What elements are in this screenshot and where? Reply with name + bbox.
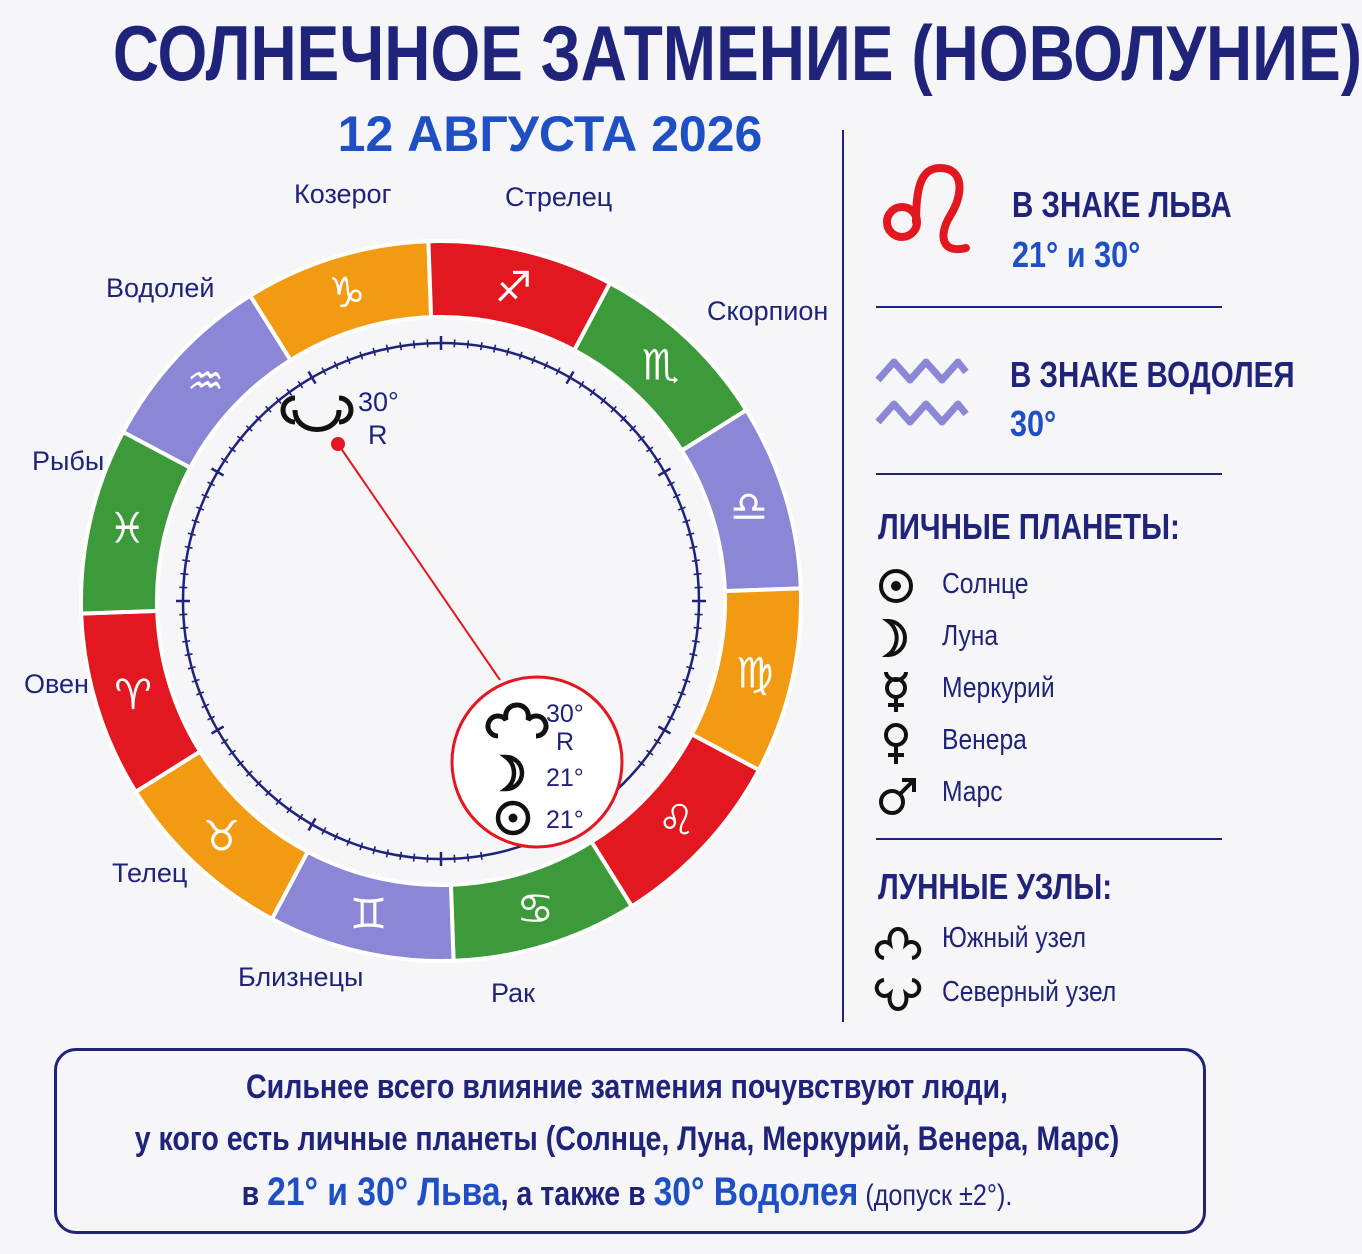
note-line-2: у кого есть личные планеты (Солнце, Луна, Меркурий, Венера, Марс) (134, 1120, 1120, 1158)
moon-icon (876, 618, 916, 658)
zodiac-glyph: ♌︎ (657, 795, 696, 845)
north-node-retro: R (368, 420, 388, 450)
zodiac-glyph: ♏︎ (641, 340, 680, 390)
divider-2 (876, 473, 1222, 475)
legend-label: Марс (942, 776, 1003, 808)
zodiac-glyph: ♊︎ (349, 889, 388, 939)
personal-planets-title: ЛИЧНЫЕ ПЛАНЕТЫ: (878, 506, 1180, 547)
mars-icon (876, 774, 920, 818)
label-ryby: Рыбы (32, 446, 105, 476)
zodiac-glyph: ♐︎ (494, 262, 533, 312)
label-rak: Рак (491, 978, 535, 1008)
eclipse-date: 12 АВГУСТА 2026 (337, 106, 763, 162)
lunar-nodes-title: ЛУННЫЕ УЗЛЫ: (878, 866, 1113, 907)
label-skorpion: Скорпион (707, 296, 829, 326)
zodiac-glyph: ♋︎ (516, 883, 554, 933)
label-telets: Телец (112, 858, 188, 888)
leo-icon (880, 160, 972, 264)
aquarius-degrees: 30° (1010, 403, 1057, 444)
zodiac-glyph: ♑︎ (328, 268, 366, 318)
venus-icon (876, 722, 916, 766)
moon-degree: 21° (546, 764, 584, 792)
label-strelets: Стрелец (505, 182, 613, 212)
south-node-retro: R (556, 728, 575, 756)
zodiac-glyph: ♈︎ (114, 670, 152, 720)
legend-label: Луна (942, 620, 999, 652)
degree-ticks (176, 336, 706, 866)
divider-3 (876, 838, 1222, 840)
divider-1 (876, 306, 1222, 308)
north-node-icon (876, 974, 920, 1018)
eclipse-cluster (452, 677, 622, 847)
legend-label: Солнце (942, 568, 1029, 600)
leo-title: В ЗНАКЕ ЛЬВА (1012, 184, 1232, 225)
zodiac-glyph: ♎︎ (730, 481, 768, 531)
zodiac-glyph: ♍︎ (735, 648, 774, 698)
aquarius-icon (874, 352, 970, 436)
note-line-1: Сильнее всего влияние затмения почувствуют люди, (246, 1068, 1008, 1106)
legend-label: Венера (942, 724, 1027, 756)
aquarius-title: В ЗНАКЕ ВОДОЛЕЯ (1010, 354, 1295, 395)
divider-vertical (842, 130, 844, 1022)
sun-degree: 21° (546, 806, 584, 834)
legend-label: Меркурий (942, 672, 1055, 704)
cluster-ring (452, 677, 622, 847)
node-axis-line (338, 444, 500, 680)
mercury-icon (876, 670, 916, 714)
leo-degrees-highlight: 21° и 30° Льва (267, 1170, 501, 1214)
legend-label: Южный узел (942, 922, 1086, 954)
south-node-icon (876, 920, 920, 964)
note-line-3: в 21° и 30° Льва, а также в 30° Водолея (допуск ±2°). (241, 1170, 1013, 1214)
page-title: СОЛНЕЧНОЕ ЗАТМЕНИЕ (НОВОЛУНИЕ) (112, 9, 1362, 97)
label-bliznetsy: Близнецы (238, 962, 364, 992)
aquarius-degree-highlight: 30° Водолея (653, 1170, 859, 1214)
zodiac-glyph: ♒︎ (186, 356, 225, 406)
label-vodoley: Водолей (106, 273, 215, 303)
zodiac-glyph: ♉︎ (202, 811, 241, 861)
label-oven: Овен (24, 669, 89, 699)
north-node-icon (283, 398, 351, 430)
leo-degrees: 21° и 30° (1012, 234, 1141, 275)
sun-icon (876, 566, 916, 606)
south-node-degree: 30° (546, 700, 584, 728)
label-kozerog: Козерог (294, 179, 392, 209)
zodiac-glyph: ♓︎ (108, 503, 147, 553)
legend-label: Северный узел (942, 976, 1117, 1008)
north-node-dot (331, 437, 345, 451)
north-node-degree: 30° (358, 387, 399, 417)
